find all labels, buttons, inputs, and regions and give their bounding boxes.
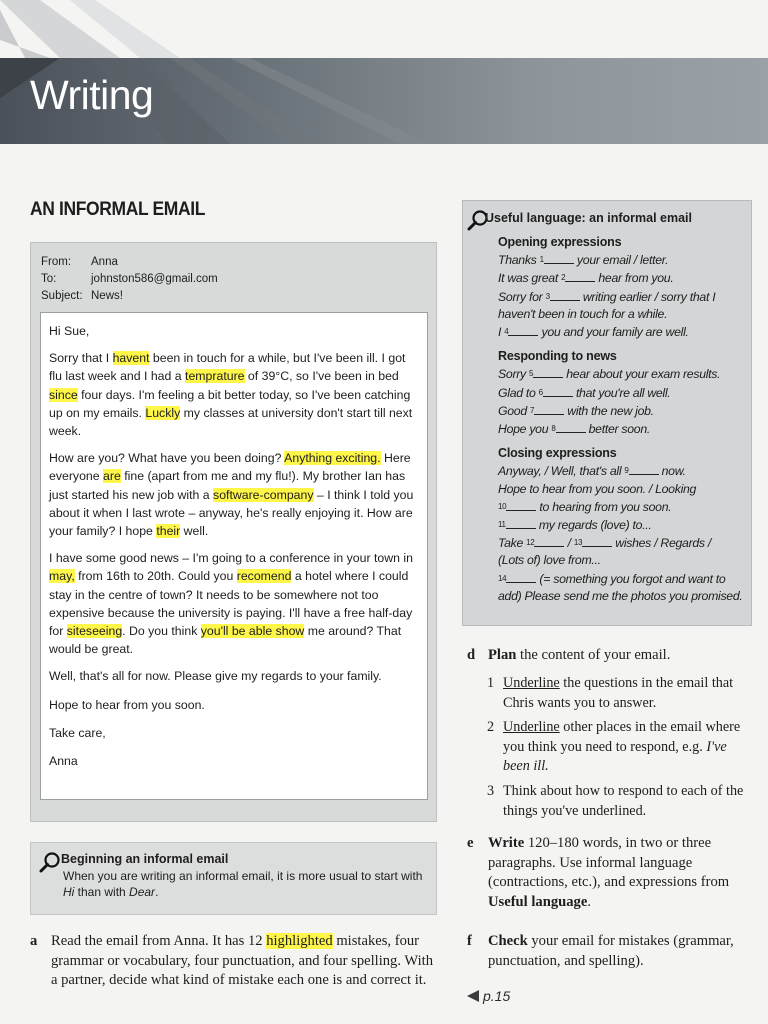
gap-blank xyxy=(533,367,563,378)
gap-number: 14 xyxy=(498,573,507,583)
gap-number: 10 xyxy=(498,501,507,511)
section-banner xyxy=(0,58,768,144)
highlighted-word: highlighted xyxy=(266,933,333,949)
text: Dear xyxy=(129,885,156,899)
useful-language-title: Useful language: an informal email xyxy=(485,211,692,225)
text: Glad to xyxy=(498,385,539,400)
gap-blank xyxy=(544,253,574,264)
email-body xyxy=(40,312,428,800)
text: I've been ill. xyxy=(503,738,727,774)
text: How are you? What have you been doing? xyxy=(49,451,285,466)
gap-number: 3 xyxy=(545,291,550,301)
text: my classes at university don't start till next week. xyxy=(49,405,413,439)
subject-value: News! xyxy=(91,290,123,302)
expression-line xyxy=(498,534,748,552)
text: Here everyone xyxy=(49,451,411,484)
highlighted-mistake: recomend xyxy=(236,569,292,584)
task-text xyxy=(51,932,435,991)
expression-line xyxy=(498,462,748,480)
email-subject-row xyxy=(41,288,218,305)
task-d-item-3 xyxy=(487,782,755,821)
text: Hope you xyxy=(498,422,552,437)
highlighted-mistake: siteseeing xyxy=(66,624,123,639)
text: Sorry xyxy=(498,367,529,382)
gap-blank xyxy=(534,536,564,547)
task-letter: f xyxy=(467,933,472,949)
expression-line xyxy=(498,570,748,605)
text: me around? That would be great. xyxy=(49,624,402,657)
text: four days. I'm feeling a bit better today, so I've been catching up on my emails. xyxy=(49,387,411,420)
text: fine (apart from me and my flu!). My brother Ian has just started his new job with a xyxy=(49,469,406,502)
to-label: To: xyxy=(41,273,57,285)
text: wishes / Regards / xyxy=(612,536,711,551)
expression-line xyxy=(498,251,748,269)
highlighted-mistake: Luckly xyxy=(145,405,181,420)
task-letter: a xyxy=(30,933,38,949)
email-signature: Anna xyxy=(49,754,78,769)
back-arrow-icon xyxy=(467,990,479,1002)
expression-line xyxy=(498,516,748,534)
tip-box-title: Beginning an informal email xyxy=(61,852,229,866)
task-d-item-2 xyxy=(487,718,755,777)
highlighted-mistake: are xyxy=(103,469,121,484)
highlighted-mistake: software-company xyxy=(213,487,314,502)
text: – I think I told you about it when I last wrote – anyway, he's really enjoying it. How are your family? I hope xyxy=(49,487,414,539)
text: Underline xyxy=(503,675,560,691)
text: your email for mistakes (grammar, punctuation, and spelling). xyxy=(488,933,734,969)
email-paragraph-4: Well, that's all for now. Please give my regards to your family. xyxy=(49,669,382,684)
task-text xyxy=(488,646,757,666)
gap-blank xyxy=(550,290,580,301)
text: Read the email from Anna. It has 12 xyxy=(51,933,267,949)
expression-line: (Lots of) love from... xyxy=(498,553,601,568)
gap-blank xyxy=(506,572,536,583)
text: . xyxy=(587,893,591,910)
text: a hotel where I could stay in the centre of town? It needs to be somewhere not too expensive because the university is paying. I'll have a free half-day for xyxy=(49,569,413,639)
gap-blank xyxy=(556,422,586,433)
text: Thanks xyxy=(498,253,540,268)
text: other places in the email where you think you need to respond, e.g. xyxy=(503,719,741,755)
page-reference-text: p.15 xyxy=(483,988,511,1004)
email-to-row xyxy=(41,271,218,288)
text: that you're all well. xyxy=(572,385,671,400)
to-value: johnston586@gmail.com xyxy=(91,273,218,285)
expression-line xyxy=(498,269,748,287)
gap-number: 4 xyxy=(504,327,509,337)
text: 120–180 words, in two or three paragraphs. Use informal language (contractions, etc.), and expressions from xyxy=(488,835,730,890)
highlighted-mistake: Anything exciting. xyxy=(284,451,381,466)
text: than with xyxy=(74,885,130,899)
text: been in touch for a while, but I've been ill. I got flu last week and I had a xyxy=(49,351,406,384)
task-d-item-1 xyxy=(487,674,755,713)
expression-line xyxy=(498,420,748,438)
opening-heading: Opening expressions xyxy=(498,235,622,249)
text: mistakes, four grammar or vocabulary, four punctuation, and four spelling. With a partner, decide what kind of mistake each one is and correct it. xyxy=(51,933,433,988)
subject-label: Subject: xyxy=(41,290,83,302)
text: your email / letter. xyxy=(573,253,669,268)
text: / xyxy=(564,536,574,551)
responding-heading: Responding to news xyxy=(498,349,617,364)
text: . xyxy=(155,885,159,899)
item-number: 2 xyxy=(487,719,495,735)
text: writing earlier / sorry that I haven't been in touch for a while. xyxy=(498,289,716,321)
text: Good xyxy=(498,403,530,418)
section-heading: AN INFORMAL EMAIL xyxy=(30,199,206,220)
task-letter: e xyxy=(467,835,474,851)
tip-box-text xyxy=(63,868,426,900)
gap-blank xyxy=(543,386,573,397)
gap-number: 8 xyxy=(551,424,556,434)
text: Take xyxy=(498,536,527,551)
closing-heading: Closing expressions xyxy=(498,446,617,461)
email-greeting: Hi Sue, xyxy=(49,324,90,338)
highlighted-mistake: their xyxy=(156,524,181,539)
gap-number: 9 xyxy=(624,466,629,476)
highlighted-mistake: havent xyxy=(112,351,150,366)
item-number: 3 xyxy=(487,783,495,799)
text: When you are writing an informal email, it is more usual to start with xyxy=(63,869,423,883)
text: you and your family are well. xyxy=(538,325,689,340)
text: I xyxy=(498,325,505,340)
email-paragraph-1 xyxy=(49,349,419,440)
text: the questions in the email that Chris wants you to answer. xyxy=(503,675,734,711)
expression-line xyxy=(498,498,748,516)
task-e xyxy=(467,834,757,912)
gap-blank xyxy=(534,404,564,415)
email-signoff: Take care, xyxy=(49,725,106,740)
text: Write xyxy=(488,835,525,851)
text: (= something you forgot and want to add) Please send me the photos you promised. xyxy=(498,571,743,603)
highlighted-mistake: may, xyxy=(49,569,75,584)
text: better soon. xyxy=(585,422,650,437)
from-label: From: xyxy=(41,256,72,268)
gap-number: 5 xyxy=(529,369,534,379)
page-title: Writing xyxy=(30,72,154,118)
email-from-row xyxy=(41,254,218,271)
text: Sorry that I xyxy=(49,351,113,366)
highlighted-mistake: temprature xyxy=(185,369,245,384)
text: of 39°C, so I've been in bed xyxy=(244,369,399,384)
item-number: 1 xyxy=(487,675,495,691)
expression-line xyxy=(498,384,748,402)
gap-blank xyxy=(508,325,538,336)
from-value: Anna xyxy=(91,256,118,268)
email-header xyxy=(41,254,218,305)
item-text xyxy=(503,674,755,713)
task-text xyxy=(488,932,757,971)
gap-blank xyxy=(565,271,595,282)
decorative-rays xyxy=(0,0,768,58)
task-a xyxy=(30,932,435,991)
text: Sorry for xyxy=(498,289,546,304)
gap-blank xyxy=(629,464,659,475)
gap-blank xyxy=(582,536,612,547)
email-paragraph-5: Hope to hear from you soon. xyxy=(49,697,205,712)
task-text xyxy=(488,834,757,912)
expression-line xyxy=(498,365,748,383)
text: the content of your email. xyxy=(516,647,671,663)
text: hear about your exam results. xyxy=(563,367,721,382)
useful-language-content xyxy=(498,234,748,605)
item-text xyxy=(503,718,755,777)
gap-number: 2 xyxy=(561,273,566,283)
useful-language-box xyxy=(462,200,752,626)
magnifier-icon xyxy=(39,851,61,873)
email-paragraph-2 xyxy=(49,449,419,540)
highlighted-mistake: since xyxy=(49,387,78,402)
gap-number: 13 xyxy=(573,538,583,548)
text: Underline xyxy=(503,719,560,735)
gap-number: 6 xyxy=(538,387,543,397)
text: my regards (love) to... xyxy=(535,518,652,533)
text: I have some good news – I'm going to a conference in your town in xyxy=(49,551,413,566)
text: well. xyxy=(180,524,209,539)
item-text: Think about how to respond to each of the things you've underlined. xyxy=(503,783,744,819)
gap-blank xyxy=(506,518,536,529)
text: now. xyxy=(658,464,686,479)
text: Plan xyxy=(488,647,517,663)
email-panel xyxy=(30,242,437,822)
gap-number: 7 xyxy=(530,405,535,415)
expression-line xyxy=(498,402,748,420)
text: with the new job. xyxy=(564,403,654,418)
text: Check xyxy=(488,933,528,949)
gap-blank xyxy=(506,500,536,511)
email-paragraph-3 xyxy=(49,549,419,658)
text: hear from you. xyxy=(595,271,674,286)
gap-number: 12 xyxy=(526,538,535,548)
page-reference-link[interactable] xyxy=(467,988,510,1004)
text: Useful language xyxy=(488,893,588,910)
expression-line: Hope to hear from you soon. / Looking xyxy=(498,481,697,496)
expression-line xyxy=(498,323,748,341)
text: from 16th to 20th. Could you xyxy=(74,569,237,584)
task-d xyxy=(467,646,757,666)
gap-number: 1 xyxy=(539,255,544,265)
text: It was great xyxy=(498,271,562,286)
text: to hearing from you soon. xyxy=(536,499,672,514)
gap-number: 11 xyxy=(498,520,506,530)
expression-line xyxy=(498,288,748,323)
text: . Do you think xyxy=(122,624,201,639)
task-letter: d xyxy=(467,647,476,663)
tip-box-beginning xyxy=(30,842,437,915)
highlighted-mistake: you'll be able show xyxy=(200,624,305,639)
text: Anyway, / Well, that's all xyxy=(498,464,625,479)
task-f xyxy=(467,932,757,971)
text: Hi xyxy=(63,885,75,899)
